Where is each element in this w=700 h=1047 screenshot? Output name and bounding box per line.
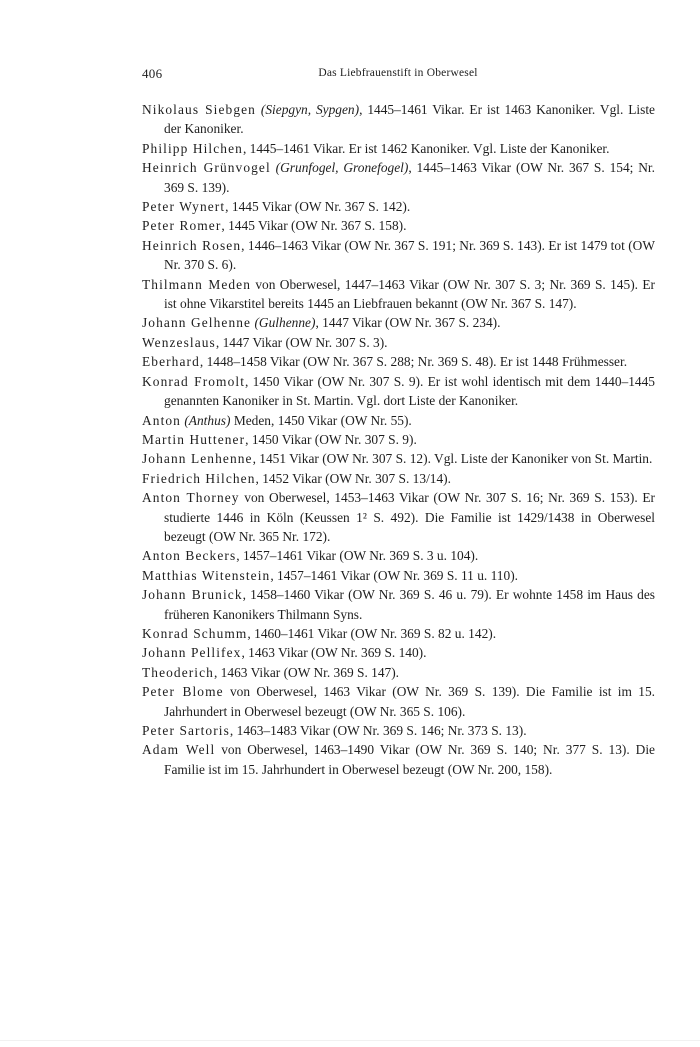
vicar-name: Heinrich Grünvogel: [142, 160, 271, 176]
vicar-entry: [142, 488, 655, 546]
vicar-entry: [142, 139, 655, 158]
vicar-entry: [142, 721, 655, 740]
vicar-entry: [142, 100, 655, 139]
name-variants: (Anthus): [184, 412, 231, 428]
vicar-details: , 1463–1490 Vikar (OW Nr. 369 S. 140; Nr. 377 S. 13). Die Familie ist im 15. Jahrhundert in Oberwesel bezeugt (OW Nr. 200, 158).: [164, 742, 655, 777]
vicar-name: Philipp Hilchen: [142, 140, 243, 156]
vicar-entry: [142, 740, 655, 779]
name-variants: (Gulhenne): [254, 315, 316, 331]
vicar-details: , 1463 Vikar (OW Nr. 369 S. 140).: [241, 645, 427, 661]
vicar-entry: [142, 236, 655, 275]
vicar-entry: [142, 469, 655, 488]
vicar-name: Matthias Witenstein: [142, 567, 271, 583]
vicar-name: Peter Romer: [142, 218, 222, 234]
vicar-entry: [142, 430, 655, 449]
vicar-name: Adam Well: [142, 742, 216, 758]
vicar-name: Eberhard: [142, 354, 200, 370]
vicar-details: , 1445–1461 Vikar. Er ist 1463 Kanoniker. Vgl. Liste der Kanoniker.: [164, 102, 655, 137]
vicar-name: Peter Wynert: [142, 199, 226, 215]
vicar-entry: [142, 449, 655, 468]
vicar-entry: [142, 663, 655, 682]
vicar-entry: [142, 158, 655, 197]
vicar-entry: [142, 566, 655, 585]
vicar-origin: von Oberwesel: [223, 684, 314, 700]
vicar-name: Wenzeslaus: [142, 334, 216, 350]
vicar-entry: [142, 585, 655, 624]
vicar-details: , 1447–1463 Vikar (OW Nr. 307 S. 3; Nr. 369 S. 145). Er ist ohne Vikarstitel bereits 1445 an Liebfrauen bekannt (OW Nr. 367 S. 147).: [164, 276, 655, 312]
vicar-name: Johann Lenhenne: [142, 451, 253, 467]
vicar-entry: [142, 682, 655, 721]
vicar-entry: [142, 372, 655, 411]
vicar-name: Peter Sartoris: [142, 723, 230, 738]
vicar-details: , 1447 Vikar (OW Nr. 307 S. 3).: [215, 334, 388, 350]
page-header: [142, 66, 654, 84]
vicar-name: Anton: [142, 412, 181, 428]
vicar-origin: von Oberwesel: [251, 276, 338, 292]
vicar-origin: von Oberwesel: [215, 742, 305, 758]
vicar-details: , 1452 Vikar (OW Nr. 307 S. 13/14).: [255, 470, 451, 486]
vicar-details: , 1460–1461 Vikar (OW Nr. 369 S. 82 u. 142).: [247, 625, 497, 641]
page-number: 406: [142, 66, 163, 81]
vicar-entry: [142, 643, 655, 662]
vicar-entry: [142, 411, 655, 430]
vicar-details: , 1445–1463 Vikar (OW Nr. 367 S. 154; Nr. 369 S. 139).: [164, 160, 655, 195]
vicar-entry: [142, 352, 655, 371]
vicar-entry: [142, 546, 655, 565]
vicar-name: Konrad Schumm: [142, 625, 248, 641]
vicar-details: , 1463–1483 Vikar (OW Nr. 369 S. 146; Nr. 373 S. 13).: [229, 723, 527, 738]
vicar-details: , 1445 Vikar (OW Nr. 367 S. 142).: [225, 199, 411, 215]
vicar-name: Peter Blome: [142, 684, 224, 700]
name-variants: (Grunfogel, Gronefogel): [275, 160, 409, 176]
vicar-details: , 1447 Vikar (OW Nr. 367 S. 234).: [315, 315, 501, 331]
vicar-details: , 1463 Vikar (OW Nr. 369 S. 139). Die Familie ist im 15. Jahrhundert in Oberwesel bezeugt (OW Nr. 365 S. 106).: [164, 684, 655, 719]
vicar-name: Martin Huttener: [142, 431, 246, 447]
vicar-name: Johann Brunick: [142, 587, 243, 603]
vicar-entry: [142, 275, 655, 314]
vicar-name: Heinrich Rosen: [142, 237, 242, 253]
vicar-name: Theoderich: [142, 664, 214, 680]
vicar-name: Johann Pellifex: [142, 645, 242, 661]
vicar-name: Johann Gelhenne: [142, 315, 252, 331]
vicar-details: , 1451 Vikar (OW Nr. 307 S. 12). Vgl. Liste der Kanoniker von St. Martin.: [252, 451, 653, 467]
vicar-list: [142, 100, 655, 779]
name-variants: (Siepgyn, Sypgen): [260, 102, 360, 117]
vicar-details: , 1457–1461 Vikar (OW Nr. 369 S. 3 u. 104).: [236, 548, 479, 564]
vicar-details: , 1448–1458 Vikar (OW Nr. 367 S. 288; Nr. 369 S. 48). Er ist 1448 Frühmesser.: [199, 354, 628, 370]
vicar-details: , 1453–1463 Vikar (OW Nr. 307 S. 16; Nr. 369 S. 153). Er studierte 1446 in Köln (Keussen 1² S. 492). Die Familie ist 1429/1438 in Oberwesel bezeugt (OW Nr. 365 Nr. 172).: [164, 490, 655, 544]
vicar-origin: von Oberwesel: [239, 490, 327, 506]
page-bottom-edge: [0, 1040, 700, 1041]
vicar-details: , 1463 Vikar (OW Nr. 369 S. 147).: [213, 664, 400, 680]
vicar-details: Meden, 1450 Vikar (OW Nr. 55).: [230, 412, 412, 428]
running-head: Das Liebfrauenstift in Oberwesel: [318, 67, 478, 79]
vicar-name: Konrad Fromolt: [142, 373, 246, 389]
vicar-details: , 1445–1461 Vikar. Er ist 1462 Kanoniker. Vgl. Liste der Kanoniker.: [242, 140, 610, 156]
vicar-details: , 1446–1463 Vikar (OW Nr. 367 S. 191; Nr. 369 S. 143). Er ist 1479 tot (OW Nr. 370 S. 6).: [164, 237, 655, 273]
vicar-name: Thilmann Meden: [142, 276, 251, 292]
vicar-entry: [142, 313, 655, 332]
vicar-name: Anton Thorney: [142, 490, 240, 506]
vicar-entry: [142, 216, 655, 235]
vicar-details: , 1458–1460 Vikar (OW Nr. 369 S. 46 u. 79). Er wohnte 1458 im Haus des früheren Kanonikers Thilmann Syns.: [164, 587, 655, 622]
vicar-entry: [142, 333, 655, 352]
vicar-details: , 1450 Vikar (OW Nr. 307 S. 9).: [245, 431, 417, 447]
vicar-details: , 1450 Vikar (OW Nr. 307 S. 9). Er ist wohl identisch mit dem 1440–1445 genannten Kanoniker in St. Martin. Vgl. dort Liste der Kanoniker.: [164, 373, 656, 409]
vicar-details: , 1445 Vikar (OW Nr. 367 S. 158).: [221, 218, 407, 234]
vicar-name: Anton Beckers: [142, 548, 237, 564]
vicar-entry: [142, 197, 655, 216]
vicar-name: Nikolaus Siebgen: [142, 102, 256, 117]
vicar-entry: [142, 624, 655, 643]
vicar-name: Friedrich Hilchen: [142, 470, 256, 486]
vicar-details: , 1457–1461 Vikar (OW Nr. 369 S. 11 u. 110).: [270, 567, 518, 583]
